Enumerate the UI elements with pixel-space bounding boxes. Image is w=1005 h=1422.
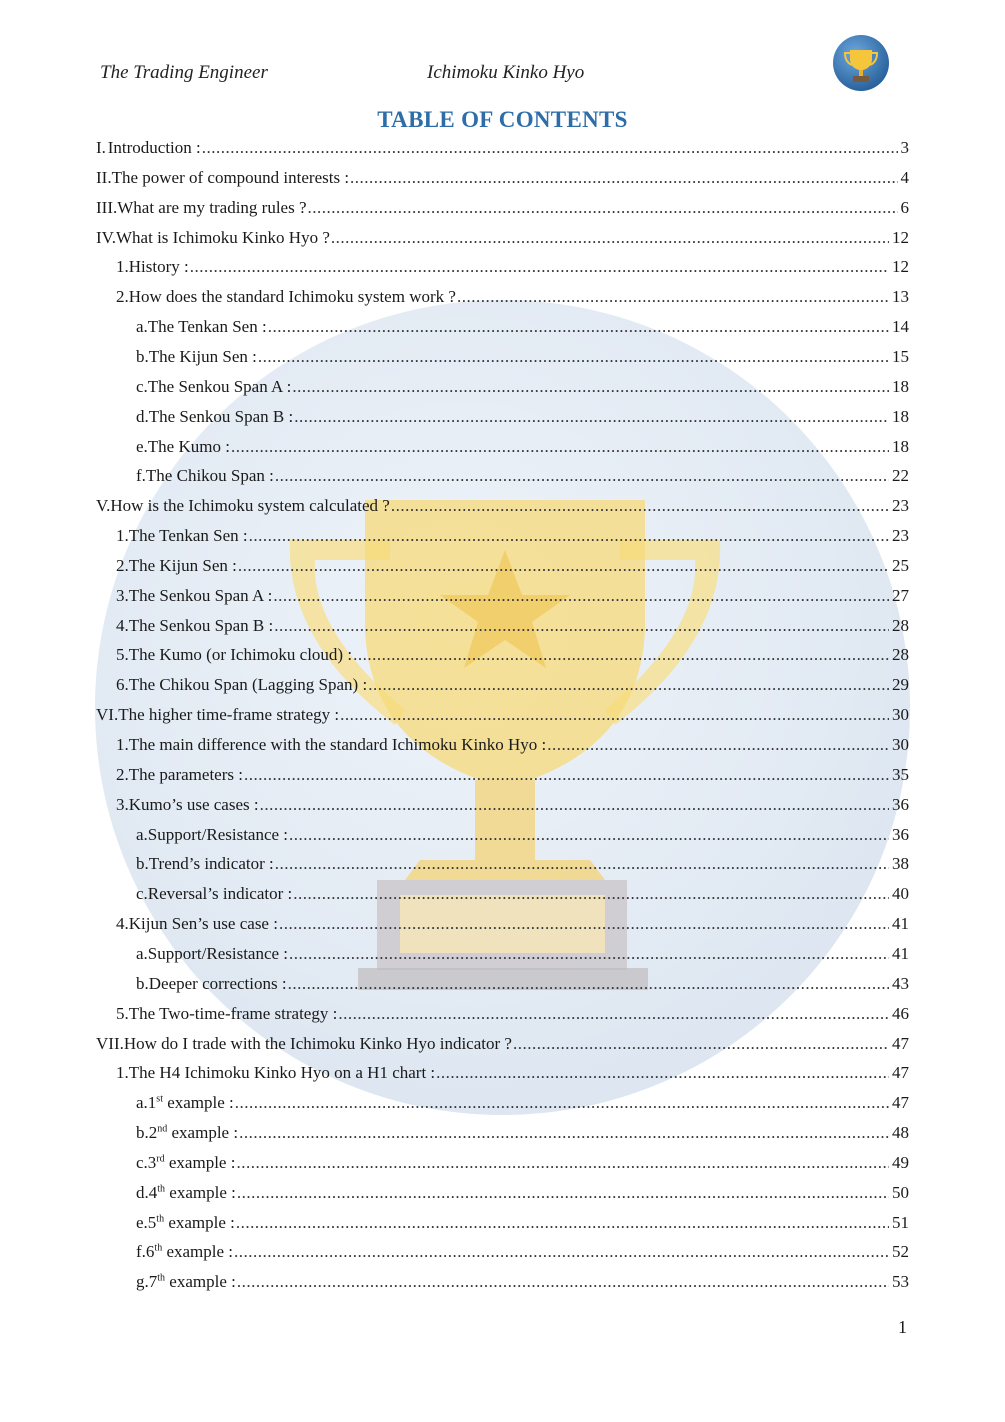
toc-entry[interactable] [96, 255, 909, 279]
toc-entry-page: 28 [892, 615, 909, 635]
toc-entry-title [116, 226, 330, 250]
toc-entry-number: b. [136, 854, 149, 874]
toc-entry-title-main: 4 [148, 1182, 158, 1202]
toc-entry-title-main: Introduction : [107, 138, 201, 157]
toc-entry-page: 52 [892, 1242, 909, 1262]
toc-entry-title-main: The Two-time-frame strategy : [128, 1003, 338, 1023]
toc-entry-title-main: 1 [147, 1093, 157, 1113]
toc-entry-title-main: Reversal’s indicator : [147, 884, 293, 904]
toc-entry-number: 4. [116, 914, 129, 934]
toc-entry-title-main: What is Ichimoku Kinko Hyo ? [116, 227, 330, 247]
toc-entry[interactable] [96, 375, 909, 399]
toc-entry-number: e. [136, 436, 148, 456]
toc-entry[interactable] [96, 315, 909, 339]
toc-entry-title-main: The higher time-frame strategy : [118, 705, 340, 725]
toc-entry-page: 22 [892, 466, 909, 486]
toc-entry-title-main: The main difference with the standard Ichimoku Kinko Hyo : [128, 735, 547, 754]
toc-entry-title-main: What are my trading rules ? [117, 197, 307, 217]
toc-entry-title [129, 255, 189, 279]
toc-entry[interactable] [96, 345, 909, 369]
toc-entry-page: 6 [900, 197, 909, 217]
toc-dot-leader [368, 673, 889, 697]
toc-entry-title [149, 972, 287, 996]
toc-entry-ordinal-suffix: th [156, 1212, 165, 1224]
toc-entry-page: 50 [892, 1182, 909, 1202]
toc-entry-title-main: 5 [147, 1212, 157, 1232]
toc-entry-title [148, 315, 267, 339]
toc-entry[interactable] [96, 733, 909, 757]
toc-entry[interactable] [96, 763, 909, 787]
toc-entry-page: 30 [892, 735, 909, 754]
toc-dot-leader [244, 763, 889, 787]
toc-entry-title-main: The Senkou Span A : [147, 376, 292, 396]
toc-entry-page: 41 [892, 914, 909, 934]
toc-entry-page: 13 [892, 287, 909, 307]
toc-entry-page: 25 [892, 555, 909, 575]
toc-entry-title-main: 2 [148, 1123, 158, 1143]
toc-entry-ordinal-suffix: th [154, 1242, 163, 1254]
toc-entry-number: 1. [116, 735, 129, 754]
toc-entry-title [129, 643, 352, 667]
toc-entry[interactable] [96, 166, 909, 190]
toc-dot-leader [513, 1032, 889, 1056]
toc-entry[interactable] [96, 1091, 909, 1115]
toc-entry[interactable] [96, 673, 909, 697]
page-number: 1 [898, 1317, 907, 1337]
toc-entry[interactable] [96, 942, 909, 966]
toc-dot-leader [249, 524, 889, 548]
toc-dot-leader [239, 1121, 889, 1145]
toc-dot-leader [237, 1270, 889, 1294]
toc-dot-leader [235, 1091, 889, 1115]
toc-entry-title-main: How does the standard Ichimoku system work ? [128, 287, 456, 307]
toc-entry-number: a. [136, 824, 148, 844]
toc-entry-title-main: The power of compound interests : [111, 167, 350, 187]
toc-dot-leader [190, 255, 889, 279]
toc-entry-title [148, 1151, 236, 1175]
toc-entry-title [129, 763, 243, 787]
trophy-icon [832, 34, 890, 92]
toc-entry-title-rest: example : [165, 1272, 236, 1292]
toc-entry-title [148, 1211, 235, 1235]
toc-entry-page: 35 [892, 764, 909, 784]
toc-entry-page: 49 [892, 1152, 909, 1172]
toc-entry-title [148, 375, 292, 399]
toc-entry-page: 40 [892, 884, 909, 904]
toc-entry[interactable] [96, 703, 909, 727]
toc-entry-number: b. [136, 1123, 149, 1143]
toc-entry-ordinal-suffix: nd [157, 1123, 168, 1135]
toc-entry[interactable] [96, 584, 909, 608]
toc-entry-number: d. [136, 406, 149, 426]
toc-entry-page: 47 [892, 1033, 909, 1053]
toc-dot-leader [350, 166, 897, 190]
toc-dot-leader [275, 852, 889, 876]
toc-dot-leader [279, 912, 889, 936]
toc-entry-title [129, 793, 259, 817]
toc-entry-page: 29 [892, 675, 909, 695]
toc-entry[interactable] [96, 435, 909, 459]
toc-entry-number: c. [136, 1152, 148, 1172]
toc-entry-page: 46 [892, 1003, 909, 1023]
toc-entry-title [148, 1091, 234, 1115]
toc-entry-number: c. [136, 376, 148, 396]
toc-entry-number: 5. [116, 645, 129, 665]
toc-dot-leader [436, 1061, 889, 1085]
toc-entry-title-main: 6 [145, 1242, 155, 1262]
toc-entry-number: a. [136, 317, 148, 337]
toc-dot-leader [294, 405, 889, 429]
toc-entry-page: 38 [892, 854, 909, 874]
toc-entry-number: I. [96, 138, 106, 157]
toc-dot-leader [293, 882, 889, 906]
toc-entry-title [149, 1270, 236, 1294]
toc-entry-title [129, 1061, 435, 1085]
toc-dot-leader [292, 375, 889, 399]
toc-entry-title-rest: example : [165, 1182, 236, 1202]
toc-dot-leader [331, 226, 889, 250]
toc-entry[interactable] [96, 136, 909, 160]
toc-entry[interactable] [96, 1032, 909, 1056]
toc-entry-number: e. [136, 1212, 148, 1232]
toc-entry-ordinal-suffix: th [157, 1183, 166, 1195]
toc-entry-number: b. [136, 973, 149, 993]
toc-entry-title-main: The Senkou Span B : [148, 406, 294, 426]
toc-entry-number: 3. [116, 794, 129, 814]
toc-dot-leader [231, 435, 889, 459]
toc-entry-title [108, 136, 201, 160]
toc-entry-title-main: The parameters : [128, 764, 243, 784]
toc-entry[interactable] [96, 1240, 909, 1264]
toc-entry-ordinal-suffix: rd [156, 1153, 165, 1165]
toc-dot-leader [234, 1240, 889, 1264]
toc-entry-number: c. [136, 884, 148, 904]
toc-dot-leader [238, 554, 889, 578]
header-center-title: Ichimoku Kinko Hyo [427, 62, 585, 83]
toc-entry-page: 28 [892, 645, 909, 665]
toc-entry-number: 3. [116, 585, 129, 605]
toc-entry-page: 15 [892, 346, 909, 366]
toc-title: TABLE OF CONTENTS [377, 107, 628, 132]
toc-entry-page: 12 [892, 227, 909, 247]
toc-dot-leader [202, 136, 898, 160]
toc-entry-title-main: How is the Ichimoku system calculated ? [110, 496, 390, 516]
toc-entry-title-main: How do I trade with the Ichimoku Kinko Hyo indicator ? [123, 1033, 512, 1053]
toc-entry-page: 53 [892, 1272, 909, 1292]
toc-entry-number: 1. [116, 526, 129, 546]
toc-entry-title-main: The Senkou Span A : [128, 585, 273, 605]
toc-entry[interactable] [96, 405, 909, 429]
toc-entry-title [148, 882, 292, 906]
header-left-title: The Trading Engineer [100, 62, 268, 83]
toc-entry-number: a. [136, 943, 148, 963]
toc-entry-title [149, 1121, 238, 1145]
toc-entry-title [146, 1240, 233, 1264]
toc-entry-number: f. [136, 466, 146, 486]
toc-entry-title-main: 7 [148, 1272, 158, 1292]
toc-entry-page: 48 [892, 1123, 909, 1143]
toc-entry-title-rest: example : [164, 1212, 235, 1232]
toc-entry-number: 6. [116, 675, 129, 695]
toc-entry-title-main: The Kumo (or Ichimoku cloud) : [128, 645, 353, 665]
toc-entry[interactable] [96, 643, 909, 667]
toc-entry[interactable] [96, 912, 909, 936]
toc-entry-page: 36 [892, 824, 909, 844]
toc-entry-title [129, 912, 278, 936]
toc-dot-leader [260, 793, 889, 817]
toc-entry-title-main: The Tenkan Sen : [128, 526, 248, 546]
toc-entry-title-rest: example : [162, 1093, 234, 1113]
toc-entry-page: 18 [892, 436, 909, 456]
toc-entry-title-rest: example : [162, 1242, 234, 1262]
toc-entry[interactable] [96, 1270, 909, 1294]
toc-entry-title [117, 196, 306, 220]
toc-entry[interactable] [96, 972, 909, 996]
toc-entry-title [149, 345, 257, 369]
toc-entry[interactable] [96, 285, 909, 309]
toc-dot-leader [258, 345, 889, 369]
toc-entry-title [129, 614, 274, 638]
toc-entry-number: V. [96, 496, 111, 516]
toc-entry[interactable] [96, 494, 909, 518]
toc-entry-number: g. [136, 1272, 149, 1292]
toc-entry-title [149, 1181, 236, 1205]
toc-entry-page: 18 [892, 376, 909, 396]
toc-entry-page: 30 [892, 705, 909, 725]
toc-entry-title [118, 703, 339, 727]
toc-entry-number: a. [136, 1093, 148, 1113]
toc-dot-leader [289, 823, 889, 847]
toc-entry-title [129, 285, 456, 309]
toc-entry[interactable] [96, 1121, 909, 1145]
toc-entry-ordinal-suffix: st [156, 1093, 163, 1105]
toc-dot-leader [308, 196, 898, 220]
toc-entry-page: 43 [892, 973, 909, 993]
toc-entry-title [148, 823, 288, 847]
toc-dot-leader [274, 614, 889, 638]
toc-entry-title [129, 673, 367, 697]
toc-dot-leader [275, 464, 889, 488]
toc-entry-number: f. [136, 1242, 146, 1262]
toc-entry-number: VII. [96, 1033, 124, 1053]
toc-entry-page: 47 [892, 1063, 909, 1083]
toc-dot-leader [236, 1211, 889, 1235]
toc-entry-number: 1. [116, 1063, 129, 1083]
toc-entry-number: 2. [116, 555, 129, 575]
toc-entry-title [129, 524, 248, 548]
toc-dot-leader [457, 285, 889, 309]
toc-entry[interactable] [96, 882, 909, 906]
toc-entry-page: 18 [892, 406, 909, 426]
toc-dot-leader [237, 1181, 889, 1205]
toc-entry[interactable] [96, 823, 909, 847]
toc-entry-title-main: Trend’s indicator : [148, 854, 274, 874]
toc-entry-page: 41 [892, 943, 909, 963]
toc-entry-number: b. [136, 346, 149, 366]
toc-entry[interactable] [96, 524, 909, 548]
toc-entry-title-main: 3 [147, 1152, 157, 1172]
toc-dot-leader [268, 315, 889, 339]
toc-entry-title-main: Kumo’s use cases : [128, 794, 259, 814]
toc-entry[interactable] [96, 1181, 909, 1205]
toc-entry-title [149, 405, 294, 429]
toc-entry[interactable] [96, 1061, 909, 1085]
toc-entry-title-main: The Tenkan Sen : [147, 317, 267, 337]
toc-entry-title-main: The Kumo : [147, 436, 230, 456]
toc-entry[interactable] [96, 852, 909, 876]
toc-dot-leader [353, 643, 889, 667]
toc-entry-page: 23 [892, 526, 909, 546]
toc-entry-title [129, 554, 237, 578]
toc-entry-title [129, 1002, 338, 1026]
toc-entry-number: II. [96, 167, 112, 187]
toc-entry-title [129, 733, 547, 757]
toc-entry-page: 36 [892, 794, 909, 814]
toc-dot-leader [289, 942, 889, 966]
toc-entry-title [146, 464, 274, 488]
toc-entry[interactable] [96, 614, 909, 638]
toc-entry-title-main: The Kijun Sen : [148, 346, 257, 366]
toc-entry[interactable] [96, 1002, 909, 1026]
toc-entry-title [110, 494, 389, 518]
toc-entry-title-main: Kijun Sen’s use case : [128, 914, 278, 934]
toc-entry-page: 27 [892, 585, 909, 605]
toc-entry-page: 47 [892, 1093, 909, 1113]
toc-entry-title-rest: example : [167, 1123, 239, 1143]
toc-entry[interactable] [96, 793, 909, 817]
toc-entry-title [129, 584, 273, 608]
toc-entry[interactable] [96, 464, 909, 488]
toc-entry-number: 2. [116, 287, 129, 307]
toc-entry-ordinal-suffix: th [157, 1272, 166, 1284]
toc-entry-title [124, 1032, 512, 1056]
toc-entry-title [112, 166, 349, 190]
toc-entry-title [149, 852, 274, 876]
toc-dot-leader [547, 733, 889, 757]
toc-entry-title-main: The H4 Ichimoku Kinko Hyo on a H1 chart : [128, 1063, 436, 1083]
toc-entry-number: d. [136, 1182, 149, 1202]
toc-entry-number: III. [96, 197, 118, 217]
toc-entry-number: VI. [96, 705, 119, 725]
toc-entry-title-main: Support/Resistance : [147, 943, 289, 963]
toc-entry-title-main: Deeper corrections : [148, 973, 287, 993]
toc-entry-title-rest: example : [164, 1152, 236, 1172]
toc-entry-title-main: The Chikou Span : [145, 466, 274, 486]
toc-entry[interactable] [96, 554, 909, 578]
toc-dot-leader [338, 1002, 889, 1026]
toc-entry-title [148, 435, 230, 459]
toc-entry-title-main: The Kijun Sen : [128, 555, 237, 575]
toc-entry-title-main: The Chikou Span (Lagging Span) : [128, 675, 368, 695]
toc-dot-leader [288, 972, 889, 996]
toc-entry[interactable] [96, 1211, 909, 1235]
toc-entry-title-main: The Senkou Span B : [128, 615, 274, 635]
toc-dot-leader [273, 584, 889, 608]
toc-entry-number: 1. [116, 257, 129, 277]
toc-entry-page: 51 [892, 1212, 909, 1232]
toc-entry-title-main: History : [128, 257, 189, 277]
toc-entry-number: IV. [96, 227, 116, 247]
toc-entry[interactable] [96, 1151, 909, 1175]
toc-entry-page: 23 [892, 496, 909, 516]
toc-entry-title [148, 942, 288, 966]
toc-entry[interactable] [96, 226, 909, 250]
toc-dot-leader [340, 703, 889, 727]
toc-entry-page: 12 [892, 257, 909, 277]
toc-entry-number: 4. [116, 615, 129, 635]
toc-dot-leader [391, 494, 889, 518]
toc-entry-page: 3 [900, 138, 909, 157]
toc-dot-leader [236, 1151, 889, 1175]
toc-entry-page: 4 [900, 167, 909, 187]
toc-entry[interactable] [96, 196, 909, 220]
toc-entry-title-main: Support/Resistance : [147, 824, 289, 844]
toc-entry-number: 2. [116, 764, 129, 784]
toc-entry-number: 5. [116, 1003, 129, 1023]
toc-entry-page: 14 [892, 317, 909, 337]
